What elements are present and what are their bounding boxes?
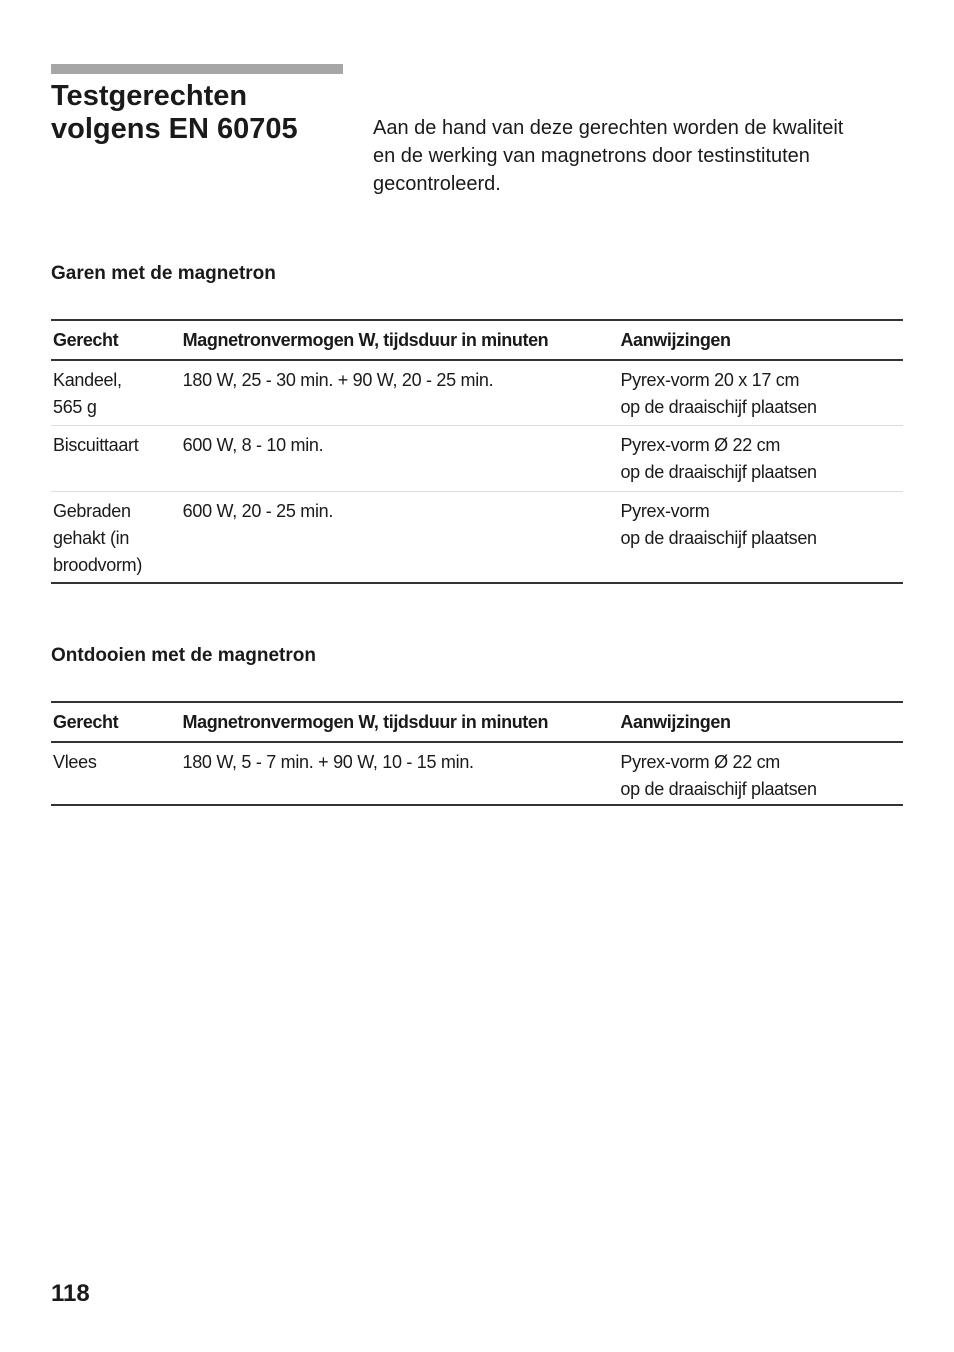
column-header-notes: Aanwijzingen: [618, 702, 903, 742]
power-cell: 180 W, 25 - 30 min. + 90 W, 20 - 25 min.: [181, 360, 619, 425]
notes-cell: Pyrex-vorm Ø 22 cm op de draaischijf plaatsen: [618, 425, 903, 491]
table-row: [51, 742, 903, 805]
intro-text: [373, 114, 913, 198]
notes-cell: Pyrex-vorm Ø 22 cm op de draaischijf plaatsen: [618, 742, 903, 805]
table-row: [51, 360, 903, 425]
column-header-power: Magnetronvermogen W, tijdsduur in minuten: [181, 702, 619, 742]
page-title: [51, 80, 351, 146]
defrosting-table: [51, 701, 903, 806]
section-heading-defrosting: Ontdooien met de magnetron: [51, 645, 316, 666]
page-title-line-1: Testgerechten: [51, 80, 248, 112]
notes-cell: Pyrex-vorm 20 x 17 cm op de draaischijf plaatsen: [618, 360, 903, 425]
column-header-power: Magnetronvermogen W, tijdsduur in minuten: [181, 320, 619, 360]
dish-cell: Gebraden gehakt (in broodvorm): [51, 491, 181, 583]
dish-cell: Vlees: [51, 742, 181, 805]
intro-line-2: en de werking van magnetrons door testinstituten: [373, 145, 810, 167]
intro-line-1: Aan de hand van deze gerechten worden de kwaliteit: [373, 117, 844, 139]
intro-line-3: gecontroleerd.: [373, 173, 501, 195]
power-cell: 600 W, 8 - 10 min.: [181, 425, 619, 491]
cooking-table: [51, 319, 903, 584]
power-cell: 600 W, 20 - 25 min.: [181, 491, 619, 583]
column-header-dish: Gerecht: [51, 702, 181, 742]
dish-cell: Biscuittaart: [51, 425, 181, 491]
section-bar: [51, 64, 343, 74]
page-title-line-2: volgens EN 60705: [51, 113, 298, 145]
section-heading-cooking: Garen met de magnetron: [51, 263, 276, 284]
dish-cell: Kandeel, 565 g: [51, 360, 181, 425]
column-header-notes: Aanwijzingen: [618, 320, 903, 360]
power-cell: 180 W, 5 - 7 min. + 90 W, 10 - 15 min.: [181, 742, 619, 805]
table-row: [51, 491, 903, 583]
notes-cell: Pyrex-vorm op de draaischijf plaatsen: [618, 491, 903, 583]
column-header-dish: Gerecht: [51, 320, 181, 360]
table-row: [51, 425, 903, 491]
page-number: 118: [51, 1280, 90, 1307]
